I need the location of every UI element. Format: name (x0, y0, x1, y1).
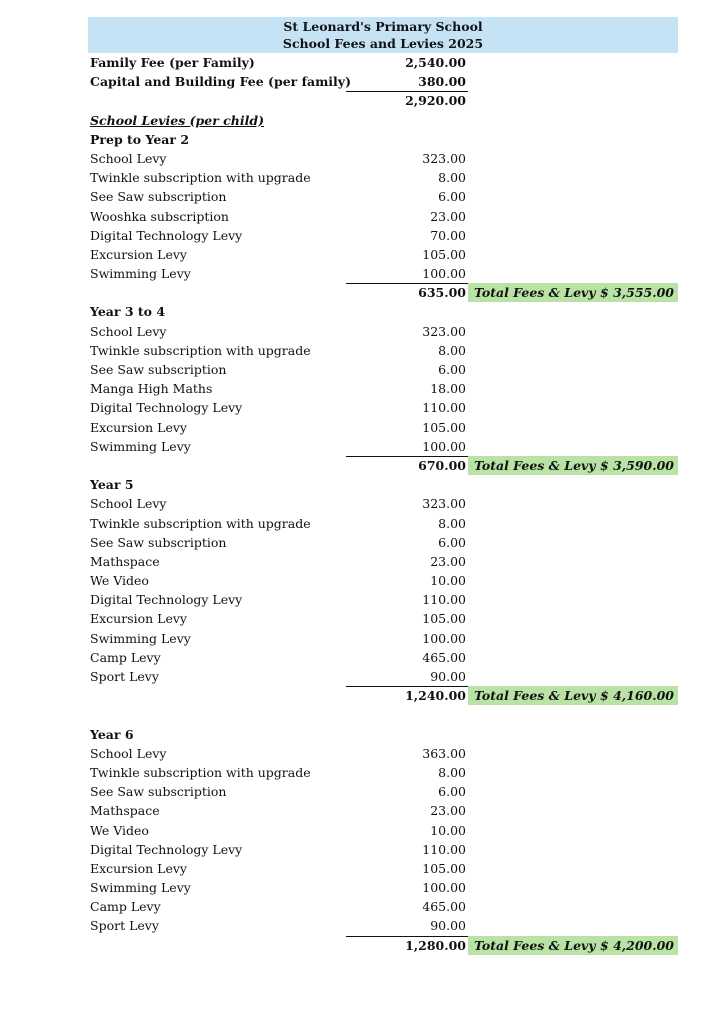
levy-label: Digital Technology Levy (90, 400, 243, 416)
levy-row (88, 648, 678, 667)
levy-amount: 70.00 (430, 227, 466, 243)
levy-label: School Levy (90, 323, 167, 339)
levy-label: School Levy (90, 150, 167, 166)
levy-label: Twinkle subscription with upgrade (90, 342, 311, 358)
levy-row (88, 168, 678, 187)
section-subtotal-row (88, 936, 678, 955)
levy-row (88, 801, 678, 820)
levy-row (88, 609, 678, 628)
levy-row (88, 878, 678, 897)
total-fees-value: $ 4,200.00 (600, 937, 674, 953)
total-fees-label: Total Fees & Levy (474, 285, 596, 301)
section-title-row (88, 130, 678, 149)
levy-row (88, 360, 678, 379)
levy-row (88, 571, 678, 590)
total-fees-cell (468, 456, 678, 475)
levy-amount: 10.00 (430, 573, 466, 589)
levy-amount: 8.00 (438, 764, 466, 780)
levy-amount: 100.00 (422, 630, 466, 646)
levy-amount: 105.00 (422, 246, 466, 262)
family-fee-row (88, 53, 678, 72)
section-subtotal-row (88, 686, 678, 705)
levy-amount: 465.00 (422, 899, 466, 915)
levy-row (88, 533, 678, 552)
levy-row (88, 226, 678, 245)
levy-row (88, 744, 678, 763)
levy-amount: 8.00 (438, 515, 466, 531)
levy-amount: 363.00 (422, 745, 466, 761)
levy-amount: 100.00 (422, 266, 466, 282)
levy-row (88, 897, 678, 916)
section-title: Prep to Year 2 (90, 131, 190, 147)
levy-row (88, 782, 678, 801)
levy-amount: 105.00 (422, 419, 466, 435)
levy-row (88, 590, 678, 609)
levy-label: Sport Levy (90, 918, 159, 934)
building-fee-row (88, 72, 678, 91)
levy-row (88, 245, 678, 264)
levy-label: See Saw subscription (90, 784, 227, 800)
total-fees-label: Total Fees & Levy (474, 457, 596, 473)
levy-label: Wooshka subscription (90, 208, 229, 224)
levy-label: Swimming Levy (90, 266, 191, 282)
levy-row (88, 821, 678, 840)
levy-amount: 6.00 (438, 784, 466, 800)
building-fee-label: Capital and Building Fee (per family) (90, 74, 351, 90)
levy-label: See Saw subscription (90, 534, 227, 550)
section-title: Year 3 to 4 (90, 304, 166, 320)
levy-amount: 23.00 (430, 803, 466, 819)
section-title: Year 6 (90, 726, 134, 742)
levy-row (88, 187, 678, 206)
levy-row (88, 916, 678, 935)
section-subtotal-row (88, 283, 678, 302)
document-header (88, 17, 678, 53)
subtotal-amount: 635.00 (418, 285, 466, 301)
total-fees-label: Total Fees & Levy (474, 688, 596, 704)
levy-amount: 110.00 (422, 400, 466, 416)
levy-amount: 323.00 (422, 496, 466, 512)
levy-label: Camp Levy (90, 649, 161, 665)
levy-row (88, 514, 678, 533)
section-title: Year 5 (90, 477, 134, 493)
levy-label: Excursion Levy (90, 860, 187, 876)
levy-label: Excursion Levy (90, 246, 187, 262)
total-fees-value: $ 4,160.00 (600, 688, 674, 704)
levy-label: School Levy (90, 745, 167, 761)
levy-row (88, 840, 678, 859)
building-fee-amount: 380.00 (418, 74, 466, 90)
levies-heading-row (88, 111, 678, 130)
total-fees-label: Total Fees & Levy (474, 937, 596, 953)
levy-amount: 6.00 (438, 534, 466, 550)
levy-label: Twinkle subscription with upgrade (90, 170, 311, 186)
section-title-row (88, 302, 678, 321)
levy-row (88, 264, 678, 283)
levy-amount: 6.00 (438, 362, 466, 377)
levy-label: Swimming Levy (90, 880, 191, 896)
levy-label: Manga High Maths (90, 381, 213, 397)
levy-label: Mathspace (90, 553, 160, 569)
levy-amount: 90.00 (430, 669, 466, 684)
subtotal-amount: 1,280.00 (405, 937, 466, 953)
subtotal-amount: 670.00 (418, 457, 466, 473)
levy-row (88, 149, 678, 168)
levy-row (88, 379, 678, 398)
levy-label: Digital Technology Levy (90, 227, 243, 243)
levy-amount: 323.00 (422, 323, 466, 339)
levy-amount: 105.00 (422, 860, 466, 876)
levy-amount: 110.00 (422, 592, 466, 608)
levy-sections (88, 130, 678, 955)
levy-label: School Levy (90, 496, 167, 512)
subtotal-amount: 1,240.00 (405, 688, 466, 704)
total-fees-cell (468, 686, 678, 705)
levy-label: We Video (90, 822, 149, 838)
family-total-row (88, 91, 678, 110)
levy-label: See Saw subscription (90, 189, 227, 205)
family-fee-label: Family Fee (per Family) (90, 55, 255, 70)
levy-label: Digital Technology Levy (90, 592, 243, 608)
levy-row (88, 437, 678, 456)
family-fee-amount: 2,540.00 (405, 55, 466, 70)
total-fees-cell (468, 283, 678, 302)
section-subtotal-row (88, 456, 678, 475)
levy-label: Twinkle subscription with upgrade (90, 764, 311, 780)
levy-amount: 105.00 (422, 611, 466, 627)
total-fees-cell (468, 936, 678, 955)
total-fees-value: $ 3,555.00 (600, 285, 674, 301)
levy-label: Swimming Levy (90, 438, 191, 454)
levy-amount: 23.00 (430, 553, 466, 569)
section-title-row (88, 475, 678, 494)
levy-label: Excursion Levy (90, 419, 187, 435)
family-total-amount: 2,920.00 (405, 93, 466, 109)
levy-label: Twinkle subscription with upgrade (90, 515, 311, 531)
levy-amount: 110.00 (422, 841, 466, 857)
levy-amount: 8.00 (438, 342, 466, 358)
levy-label: Digital Technology Levy (90, 841, 243, 857)
levy-row (88, 763, 678, 782)
levy-amount: 465.00 (422, 649, 466, 665)
section-title-row (88, 725, 678, 744)
levy-label: Mathspace (90, 803, 160, 819)
levy-amount: 18.00 (430, 381, 466, 397)
levy-row (88, 494, 678, 513)
levy-row (88, 859, 678, 878)
section-spacer (88, 705, 678, 724)
school-name: St Leonard's Primary School (283, 19, 483, 34)
levy-amount: 100.00 (422, 880, 466, 896)
levy-amount: 90.00 (430, 918, 466, 934)
levy-row (88, 552, 678, 571)
total-fees-value: $ 3,590.00 (600, 457, 674, 473)
levy-amount: 23.00 (430, 208, 466, 224)
levy-label: See Saw subscription (90, 362, 227, 377)
levy-row (88, 398, 678, 417)
levy-row (88, 207, 678, 226)
levy-row (88, 629, 678, 648)
document-title: School Fees and Levies 2025 (282, 36, 484, 51)
levy-row (88, 418, 678, 437)
levy-row (88, 341, 678, 360)
levy-label: We Video (90, 573, 149, 589)
levy-amount: 100.00 (422, 438, 466, 454)
levy-amount: 10.00 (430, 822, 466, 838)
levy-label: Excursion Levy (90, 611, 187, 627)
levy-amount: 8.00 (438, 170, 466, 186)
levy-label: Camp Levy (90, 899, 161, 915)
levy-label: Swimming Levy (90, 630, 191, 646)
fee-schedule (88, 17, 678, 955)
levies-heading: School Levies (per child) (90, 112, 264, 128)
levy-row (88, 322, 678, 341)
levy-row (88, 667, 678, 686)
levy-amount: 323.00 (422, 150, 466, 166)
levy-label: Sport Levy (90, 669, 159, 684)
levy-amount: 6.00 (438, 189, 466, 205)
